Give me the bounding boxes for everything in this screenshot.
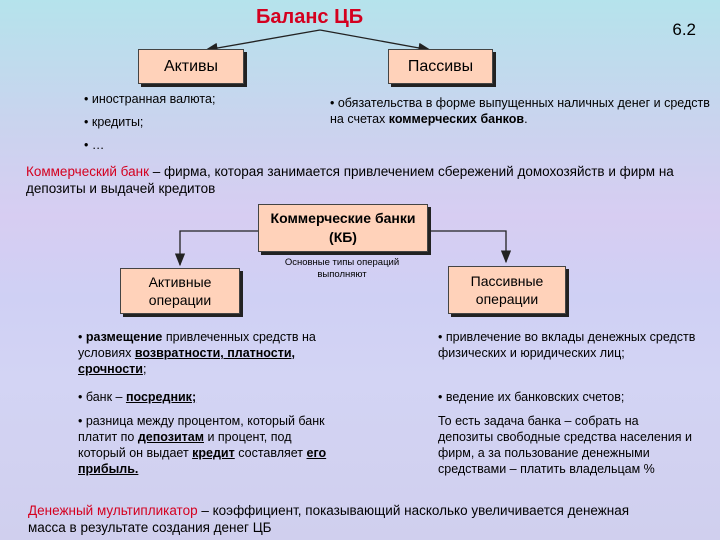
assets-label: Активы bbox=[163, 57, 219, 75]
multiplier-term: Денежный мультипликатор bbox=[28, 503, 198, 518]
assets-item-ellipsis: • … bbox=[84, 138, 105, 152]
commercial-banks-box: Коммерческие банки (КБ) bbox=[258, 204, 428, 252]
arrow-to-passive-ops bbox=[426, 231, 506, 262]
page-title: Баланс ЦБ bbox=[256, 6, 364, 28]
liabilities-text: • обязательства в форме выпущенных наличных денег и средств на счетах коммерческих банков. bbox=[330, 96, 710, 126]
liabilities-label: Пассивы bbox=[407, 57, 474, 75]
passive-op-accounts: • ведение их банковских счетов; bbox=[438, 390, 625, 404]
passive-op-summary: То есть задача банка – собрать на депозиты свободные средства населения и фирм, а за пользование денежными средствами – платить владельцам % bbox=[438, 414, 692, 476]
slide-number: 6.2 bbox=[672, 20, 696, 39]
active-ops-box: Активные операции bbox=[120, 268, 240, 314]
assets-item-credits: • кредиты; bbox=[84, 115, 144, 129]
arrow-to-liabilities bbox=[320, 30, 430, 50]
assets-box bbox=[138, 49, 244, 84]
assets-item-currency: • иностранная валюта; bbox=[84, 92, 216, 106]
active-op-intermediary: • банк – посредник; bbox=[78, 390, 197, 404]
bank-term: Коммерческий банк bbox=[26, 164, 149, 179]
active-op-profit: • разница между процентом, который банк платит по депозитам и процент, под который он выдает кредит составляет его прибыль. bbox=[78, 414, 327, 476]
bank-definition: Коммерческий банк – фирма, которая занимается привлечением сбережений домохозяйств и фирм на депозиты и выдачей кредитов bbox=[26, 164, 674, 196]
passive-op-deposits: • привлечение во вклады денежных средств физических и юридических лиц; bbox=[438, 330, 696, 360]
arrow-to-active-ops bbox=[180, 231, 258, 265]
passive-ops-box: Пассивные операции bbox=[448, 266, 566, 314]
multiplier-definition: Денежный мультипликатор – коэффициент, показывающий насколько увеличивается денежная масса в результате создания денег ЦБ bbox=[28, 503, 630, 535]
operations-subcaption: Основные типы операций выполняют bbox=[284, 257, 400, 280]
liabilities-box bbox=[388, 49, 493, 84]
arrow-to-assets bbox=[206, 30, 320, 50]
active-op-placement: • размещение привлеченных средств на условиях возвратности, платности, срочности; bbox=[78, 330, 316, 376]
